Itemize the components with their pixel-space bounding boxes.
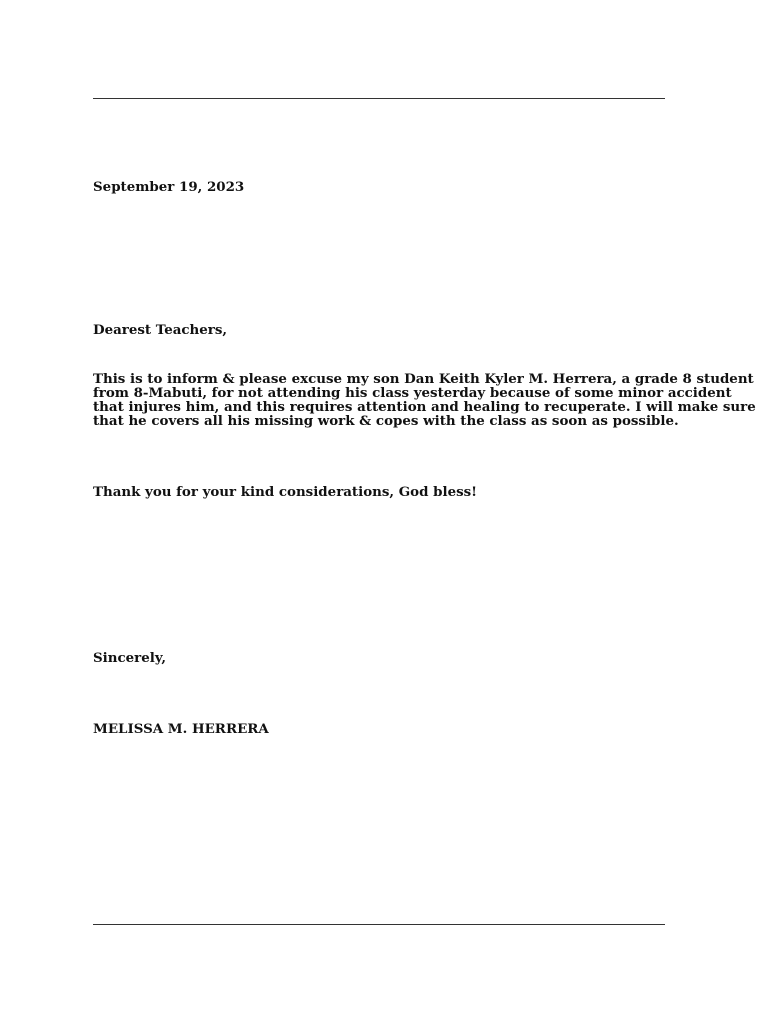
letter-date: September 19, 2023	[93, 179, 245, 195]
body-line: from 8-Mabuti, for not attending his class yesterday because of some minor accident	[93, 385, 732, 401]
body-line: that injures him, and this requires attention and healing to recuperate. I will make sure	[93, 399, 756, 415]
thanks-line: Thank you for your kind considerations, God bless!	[93, 484, 478, 500]
letter-body	[93, 371, 756, 429]
body-line: This is to inform & please excuse my son Dan Keith Kyler M. Herrera, a grade 8 student	[93, 371, 754, 387]
signature-name: MELISSA M. HERRERA	[93, 721, 269, 737]
body-line: that he covers all his missing work & copes with the class as soon as possible.	[93, 413, 679, 429]
footer-rule	[93, 924, 665, 925]
closing: Sincerely,	[93, 650, 166, 666]
header-rule	[93, 98, 665, 99]
salutation: Dearest Teachers,	[93, 322, 228, 338]
